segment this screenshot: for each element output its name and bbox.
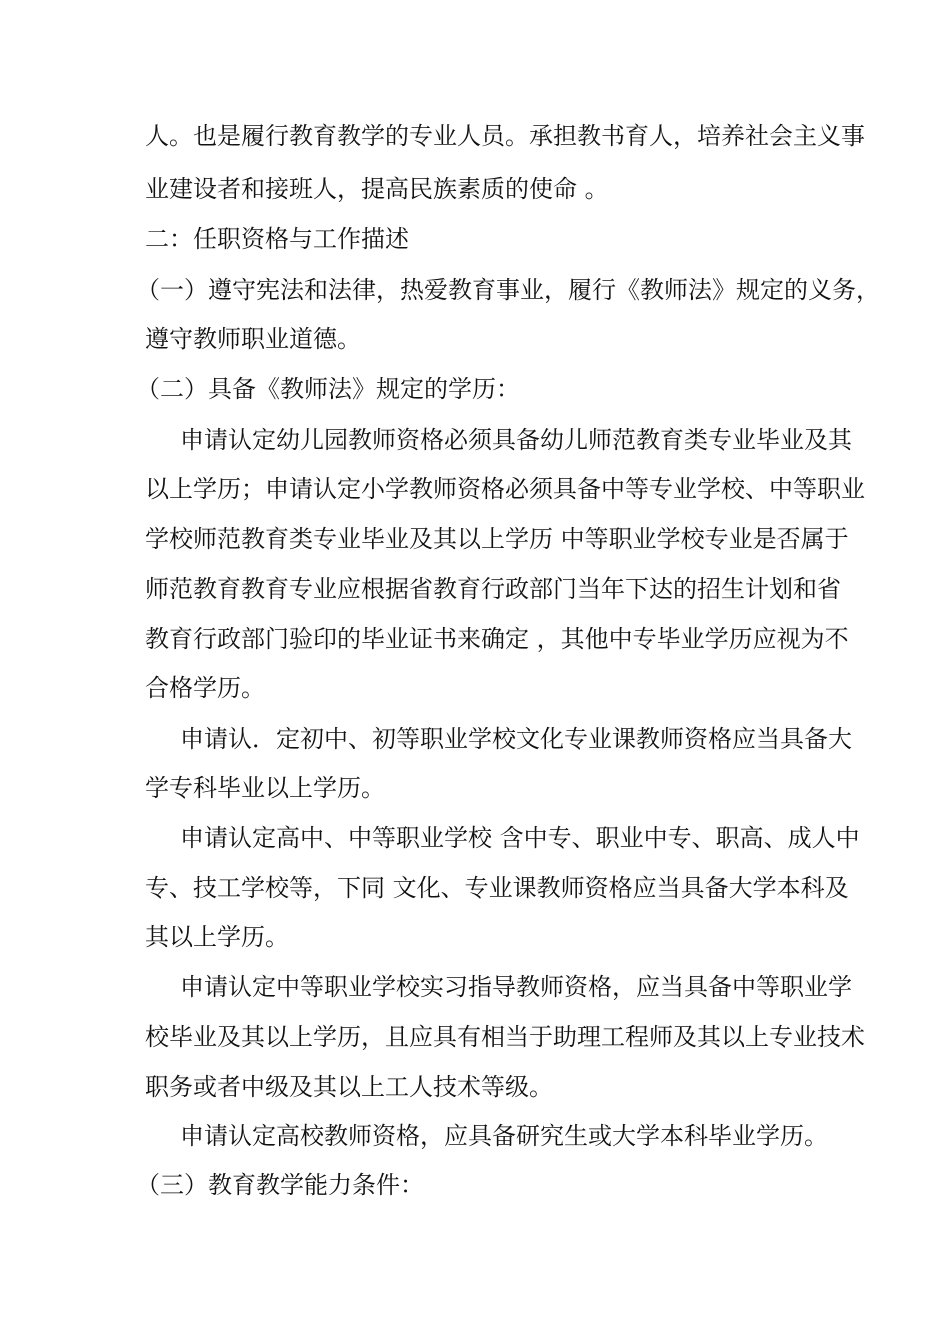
text-line: 业建设者和接班人，提高民族素质的使命 。 (145, 175, 609, 203)
text-line: 专、技工学校等，下同 文化、专业课教师资格应当具备大学本科及 (145, 874, 849, 902)
section-heading: 二：任职资格与工作描述 (145, 225, 409, 253)
text-line: 合格学历。 (145, 674, 265, 702)
text-line: 人。也是履行教育教学的专业人员。承担教书育人，培养社会主义事 (145, 122, 865, 150)
text-line: 遵守教师职业道德。 (145, 325, 361, 353)
text-line: 学校师范教育类专业毕业及其以上学历 中等职业学校专业是否属于 (145, 525, 849, 553)
text-line: （二）具备《教师法》规定的学历： (136, 375, 520, 403)
text-line: 以上学历；申请认定小学教师资格必须具备中等专业学校、中等职业 (145, 475, 865, 503)
text-line: 教育行政部门验印的毕业证书来确定 ，其他中专毕业学历应视为不 (145, 625, 849, 653)
text-line: 其以上学历。 (145, 923, 289, 951)
text-line: 申请认定幼儿园教师资格必须具备幼儿师范教育类专业毕业及其 (180, 426, 852, 454)
text-line: 申请认．定初中、初等职业学校文化专业课教师资格应当具备大 (180, 725, 852, 753)
text-line: 职务或者中级及其以上工人技术等级。 (145, 1073, 553, 1101)
text-line: （三）教育教学能力条件： (136, 1171, 424, 1199)
text-line: 申请认定中等职业学校实习指导教师资格，应当具备中等职业学 (180, 973, 852, 1001)
text-line: 申请认定高中、中等职业学校 含中专、职业中专、职高、成人中 (180, 824, 860, 852)
text-line: 申请认定高校教师资格，应具备研究生或大学本科毕业学历。 (180, 1122, 828, 1150)
text-line: 学专科毕业以上学历。 (145, 774, 385, 802)
text-line: 校毕业及其以上学历，且应具有相当于助理工程师及其以上专业技术 (145, 1023, 865, 1051)
text-line: 师范教育教育专业应根据省教育行政部门当年下达的招生计划和省 (145, 575, 841, 603)
text-line: （一）遵守宪法和法律，热爱教育事业，履行《教师法》规定的义务， (136, 276, 880, 304)
